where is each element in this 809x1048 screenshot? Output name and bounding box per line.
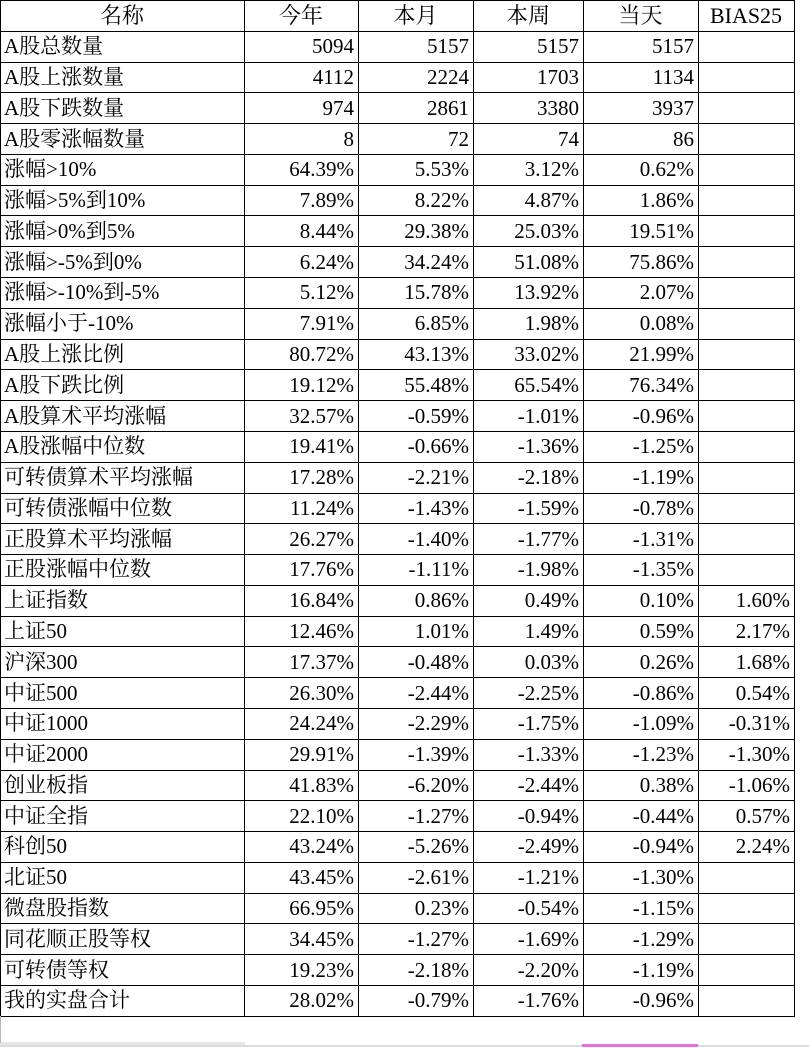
cell-value[interactable]: 1703 — [474, 62, 584, 93]
cell-value[interactable] — [699, 524, 795, 555]
cell-value[interactable] — [699, 216, 795, 247]
row-label[interactable]: 涨幅>5%到10% — [1, 185, 245, 216]
selection-indicator — [582, 1044, 698, 1047]
cell-value[interactable] — [699, 154, 795, 185]
cell-value[interactable]: 66.95% — [245, 893, 359, 924]
cell-value[interactable]: 7.89% — [245, 185, 359, 216]
cell-value[interactable] — [699, 339, 795, 370]
table-row — [1, 370, 795, 401]
cell-value[interactable]: 5.53% — [359, 154, 474, 185]
cell-value[interactable]: 0.03% — [474, 647, 584, 678]
row-label[interactable]: 可转债等权 — [1, 955, 245, 986]
table-body — [1, 31, 795, 1016]
cell-value[interactable]: 2224 — [359, 62, 474, 93]
cell-value[interactable]: 64.39% — [245, 154, 359, 185]
cell-value[interactable]: 5094 — [245, 31, 359, 62]
column-header-5[interactable]: BIAS25 — [699, 1, 795, 32]
table-row — [1, 431, 795, 462]
row-label[interactable]: 同花顺正股等权 — [1, 924, 245, 955]
cell-value[interactable]: 32.57% — [245, 401, 359, 432]
cell-value[interactable] — [699, 462, 795, 493]
table-row — [1, 216, 795, 247]
column-header-1[interactable]: 今年 — [245, 1, 359, 32]
cell-value[interactable]: -1.21% — [474, 862, 584, 893]
cell-value[interactable] — [699, 93, 795, 124]
cell-value[interactable]: -1.19% — [584, 462, 699, 493]
cell-value[interactable]: 0.62% — [584, 154, 699, 185]
table-row — [1, 739, 795, 770]
row-label[interactable]: A股零涨幅数量 — [1, 124, 245, 155]
cell-value[interactable]: 1.60% — [699, 585, 795, 616]
cell-value[interactable]: -2.18% — [359, 955, 474, 986]
cell-value[interactable]: 19.41% — [245, 431, 359, 462]
cell-value[interactable]: -1.69% — [474, 924, 584, 955]
cell-value[interactable]: -2.25% — [474, 678, 584, 709]
column-header-0[interactable]: 名称 — [1, 1, 245, 32]
cell-value[interactable]: 86 — [584, 124, 699, 155]
cell-value[interactable]: 43.13% — [359, 339, 474, 370]
row-label[interactable]: 涨幅小于-10% — [1, 308, 245, 339]
cell-value[interactable]: -0.94% — [584, 832, 699, 863]
cell-value[interactable]: 8.22% — [359, 185, 474, 216]
cell-value[interactable]: -1.40% — [359, 524, 474, 555]
cell-value[interactable]: 974 — [245, 93, 359, 124]
table-row — [1, 708, 795, 739]
cell-value[interactable]: 1.01% — [359, 616, 474, 647]
cell-value[interactable]: 25.03% — [474, 216, 584, 247]
row-label[interactable]: A股下跌数量 — [1, 93, 245, 124]
cell-value[interactable]: -1.33% — [474, 739, 584, 770]
cell-value[interactable]: -2.18% — [474, 462, 584, 493]
cell-value[interactable]: 0.26% — [584, 647, 699, 678]
cell-value[interactable]: -1.25% — [584, 431, 699, 462]
cell-value[interactable] — [699, 185, 795, 216]
cell-value[interactable] — [699, 493, 795, 524]
row-label[interactable]: 沪深300 — [1, 647, 245, 678]
table-row — [1, 770, 795, 801]
table-row — [1, 154, 795, 185]
cell-value[interactable]: 55.48% — [359, 370, 474, 401]
cell-value[interactable]: -0.96% — [584, 401, 699, 432]
cell-value[interactable]: 12.46% — [245, 616, 359, 647]
row-label[interactable]: 涨幅>-5%到0% — [1, 247, 245, 278]
cell-value[interactable]: 80.72% — [245, 339, 359, 370]
table-row — [1, 278, 795, 309]
cell-value[interactable]: 41.83% — [245, 770, 359, 801]
cell-value[interactable]: -1.29% — [584, 924, 699, 955]
table-row — [1, 616, 795, 647]
row-label[interactable]: 正股算术平均涨幅 — [1, 524, 245, 555]
cell-value[interactable]: 8 — [245, 124, 359, 155]
cell-value[interactable]: -0.79% — [359, 986, 474, 1017]
cell-value[interactable] — [699, 555, 795, 586]
cell-value[interactable]: 22.10% — [245, 801, 359, 832]
table-row — [1, 555, 795, 586]
row-label[interactable]: 微盘股指数 — [1, 893, 245, 924]
row-label[interactable]: 涨幅>0%到5% — [1, 216, 245, 247]
cell-value[interactable]: 1.86% — [584, 185, 699, 216]
cell-value[interactable]: 4112 — [245, 62, 359, 93]
cell-value[interactable]: 13.92% — [474, 278, 584, 309]
cell-value[interactable]: 1.68% — [699, 647, 795, 678]
cell-value[interactable]: -0.94% — [474, 801, 584, 832]
cell-value[interactable]: 3937 — [584, 93, 699, 124]
cell-value[interactable]: -1.09% — [584, 708, 699, 739]
cell-value[interactable]: 11.24% — [245, 493, 359, 524]
cell-value[interactable] — [699, 893, 795, 924]
row-label[interactable]: A股上涨比例 — [1, 339, 245, 370]
cell-value[interactable]: -1.06% — [699, 770, 795, 801]
row-label[interactable]: 中证2000 — [1, 739, 245, 770]
cell-value[interactable]: 5157 — [359, 31, 474, 62]
cell-value[interactable]: -2.20% — [474, 955, 584, 986]
table-row — [1, 185, 795, 216]
cell-value[interactable]: -0.78% — [584, 493, 699, 524]
cell-value[interactable]: -1.19% — [584, 955, 699, 986]
cell-value[interactable]: -2.61% — [359, 862, 474, 893]
cell-value[interactable]: -1.76% — [474, 986, 584, 1017]
cell-value[interactable]: -5.26% — [359, 832, 474, 863]
header-row — [1, 1, 795, 32]
left-frame-line — [0, 1016, 1, 1043]
cell-value[interactable]: 43.24% — [245, 832, 359, 863]
cell-value[interactable] — [699, 986, 795, 1017]
cell-value[interactable] — [699, 401, 795, 432]
cell-value[interactable]: 0.54% — [699, 678, 795, 709]
cell-value[interactable]: 51.08% — [474, 247, 584, 278]
cell-value[interactable]: -1.98% — [474, 555, 584, 586]
table-row — [1, 832, 795, 863]
cell-value[interactable]: -1.35% — [584, 555, 699, 586]
cell-value[interactable]: -1.15% — [584, 893, 699, 924]
table-row — [1, 647, 795, 678]
cell-value[interactable]: 17.28% — [245, 462, 359, 493]
cell-value[interactable] — [699, 431, 795, 462]
cell-value[interactable]: -1.11% — [359, 555, 474, 586]
row-label[interactable]: 涨幅>10% — [1, 154, 245, 185]
cell-value[interactable]: 26.30% — [245, 678, 359, 709]
cell-value[interactable]: -1.77% — [474, 524, 584, 555]
cell-value[interactable]: 72 — [359, 124, 474, 155]
row-label[interactable]: 我的实盘合计 — [1, 986, 245, 1017]
table-row — [1, 493, 795, 524]
cell-value[interactable]: 8.44% — [245, 216, 359, 247]
cell-value[interactable]: 65.54% — [474, 370, 584, 401]
cell-value[interactable]: -0.44% — [584, 801, 699, 832]
cell-value[interactable]: 0.57% — [699, 801, 795, 832]
column-header-2[interactable]: 本月 — [359, 1, 474, 32]
cell-value[interactable]: -1.43% — [359, 493, 474, 524]
cell-value[interactable]: 2.07% — [584, 278, 699, 309]
cell-value[interactable]: 26.27% — [245, 524, 359, 555]
row-label[interactable]: 创业板指 — [1, 770, 245, 801]
cell-value[interactable]: -1.27% — [359, 924, 474, 955]
cell-value[interactable]: 24.24% — [245, 708, 359, 739]
cell-value[interactable]: 0.86% — [359, 585, 474, 616]
table-row — [1, 93, 795, 124]
cell-value[interactable]: 17.76% — [245, 555, 359, 586]
cell-value[interactable] — [699, 862, 795, 893]
cell-value[interactable]: 2861 — [359, 93, 474, 124]
cell-value[interactable]: 0.23% — [359, 893, 474, 924]
row-label[interactable]: 中证1000 — [1, 708, 245, 739]
cell-value[interactable] — [699, 370, 795, 401]
cell-value[interactable]: 1.49% — [474, 616, 584, 647]
cell-value[interactable]: -0.54% — [474, 893, 584, 924]
cell-value[interactable] — [699, 31, 795, 62]
row-label[interactable]: 科创50 — [1, 832, 245, 863]
table-row — [1, 339, 795, 370]
row-label[interactable]: 涨幅>-10%到-5% — [1, 278, 245, 309]
table-row — [1, 893, 795, 924]
cell-value[interactable]: -1.30% — [699, 739, 795, 770]
cell-value[interactable]: -2.49% — [474, 832, 584, 863]
table-row — [1, 924, 795, 955]
cell-value[interactable]: -1.36% — [474, 431, 584, 462]
cell-value[interactable]: -0.96% — [584, 986, 699, 1017]
table-row — [1, 986, 795, 1017]
cell-value[interactable]: -1.31% — [584, 524, 699, 555]
column-header-4[interactable]: 当天 — [584, 1, 699, 32]
cell-value[interactable] — [699, 924, 795, 955]
cell-value[interactable]: 4.87% — [474, 185, 584, 216]
table-row — [1, 401, 795, 432]
table-row — [1, 585, 795, 616]
row-label[interactable]: 正股涨幅中位数 — [1, 555, 245, 586]
row-label[interactable]: 可转债涨幅中位数 — [1, 493, 245, 524]
cell-value[interactable]: -1.39% — [359, 739, 474, 770]
row-label[interactable]: A股算术平均涨幅 — [1, 401, 245, 432]
cell-value[interactable]: 34.24% — [359, 247, 474, 278]
cell-value[interactable] — [699, 62, 795, 93]
cell-value[interactable]: -2.21% — [359, 462, 474, 493]
cell-value[interactable]: 5157 — [584, 31, 699, 62]
row-label[interactable]: 北证50 — [1, 862, 245, 893]
cell-value[interactable]: -2.44% — [474, 770, 584, 801]
cell-value[interactable]: 19.12% — [245, 370, 359, 401]
cell-value[interactable]: -0.59% — [359, 401, 474, 432]
table-row — [1, 62, 795, 93]
row-label[interactable]: A股上涨数量 — [1, 62, 245, 93]
row-label[interactable]: 上证指数 — [1, 585, 245, 616]
row-label[interactable]: 中证500 — [1, 678, 245, 709]
row-label[interactable]: A股总数量 — [1, 31, 245, 62]
cell-value[interactable]: 19.51% — [584, 216, 699, 247]
cell-value[interactable]: 76.34% — [584, 370, 699, 401]
cell-value[interactable]: 15.78% — [359, 278, 474, 309]
cell-value[interactable]: 2.24% — [699, 832, 795, 863]
row-label[interactable]: 中证全指 — [1, 801, 245, 832]
cell-value[interactable]: 0.38% — [584, 770, 699, 801]
column-header-3[interactable]: 本周 — [474, 1, 584, 32]
cell-value[interactable]: -6.20% — [359, 770, 474, 801]
cell-value[interactable]: 21.99% — [584, 339, 699, 370]
cell-value[interactable]: 29.91% — [245, 739, 359, 770]
cell-value[interactable]: 1.98% — [474, 308, 584, 339]
cell-value[interactable]: 7.91% — [245, 308, 359, 339]
cell-value[interactable] — [699, 278, 795, 309]
row-label[interactable]: 上证50 — [1, 616, 245, 647]
table-row — [1, 678, 795, 709]
cell-value[interactable]: 3.12% — [474, 154, 584, 185]
cell-value[interactable]: 5.12% — [245, 278, 359, 309]
table-row — [1, 31, 795, 62]
cell-value[interactable]: 29.38% — [359, 216, 474, 247]
cell-value[interactable]: 3380 — [474, 93, 584, 124]
cell-value[interactable] — [699, 955, 795, 986]
table-row — [1, 862, 795, 893]
cell-value[interactable] — [699, 124, 795, 155]
row-label[interactable]: A股涨幅中位数 — [1, 431, 245, 462]
cell-value[interactable]: 0.08% — [584, 308, 699, 339]
row-label[interactable]: 可转债算术平均涨幅 — [1, 462, 245, 493]
cell-value[interactable]: 0.59% — [584, 616, 699, 647]
cell-value[interactable]: 34.45% — [245, 924, 359, 955]
table-row — [1, 524, 795, 555]
cell-value[interactable]: -1.01% — [474, 401, 584, 432]
cell-value[interactable]: -1.30% — [584, 862, 699, 893]
cell-value[interactable]: -0.86% — [584, 678, 699, 709]
cell-value[interactable]: 74 — [474, 124, 584, 155]
cell-value[interactable]: -1.59% — [474, 493, 584, 524]
table-row — [1, 462, 795, 493]
cell-value[interactable]: 0.10% — [584, 585, 699, 616]
cell-value[interactable]: 28.02% — [245, 986, 359, 1017]
table-row — [1, 308, 795, 339]
cell-value[interactable]: 1134 — [584, 62, 699, 93]
cell-value[interactable]: 19.23% — [245, 955, 359, 986]
cell-value[interactable]: 43.45% — [245, 862, 359, 893]
cell-value[interactable]: 0.49% — [474, 585, 584, 616]
cell-value[interactable]: 17.37% — [245, 647, 359, 678]
cell-value[interactable]: -1.23% — [584, 739, 699, 770]
cell-value[interactable]: 75.86% — [584, 247, 699, 278]
cell-value[interactable]: -0.48% — [359, 647, 474, 678]
table-row — [1, 247, 795, 278]
cell-value[interactable]: -1.27% — [359, 801, 474, 832]
row-label[interactable]: A股下跌比例 — [1, 370, 245, 401]
table-row — [1, 801, 795, 832]
cell-value[interactable]: 6.24% — [245, 247, 359, 278]
cell-value[interactable]: -2.29% — [359, 708, 474, 739]
cell-value[interactable]: 33.02% — [474, 339, 584, 370]
table-row — [1, 955, 795, 986]
table-row — [1, 124, 795, 155]
cell-value[interactable] — [699, 247, 795, 278]
cell-value[interactable]: -1.75% — [474, 708, 584, 739]
cell-value[interactable] — [699, 308, 795, 339]
cell-value[interactable]: 6.85% — [359, 308, 474, 339]
cell-value[interactable]: 16.84% — [245, 585, 359, 616]
cell-value[interactable]: 2.17% — [699, 616, 795, 647]
cell-value[interactable]: -0.66% — [359, 431, 474, 462]
cell-value[interactable]: 5157 — [474, 31, 584, 62]
cell-value[interactable]: -2.44% — [359, 678, 474, 709]
cell-value[interactable]: -0.31% — [699, 708, 795, 739]
